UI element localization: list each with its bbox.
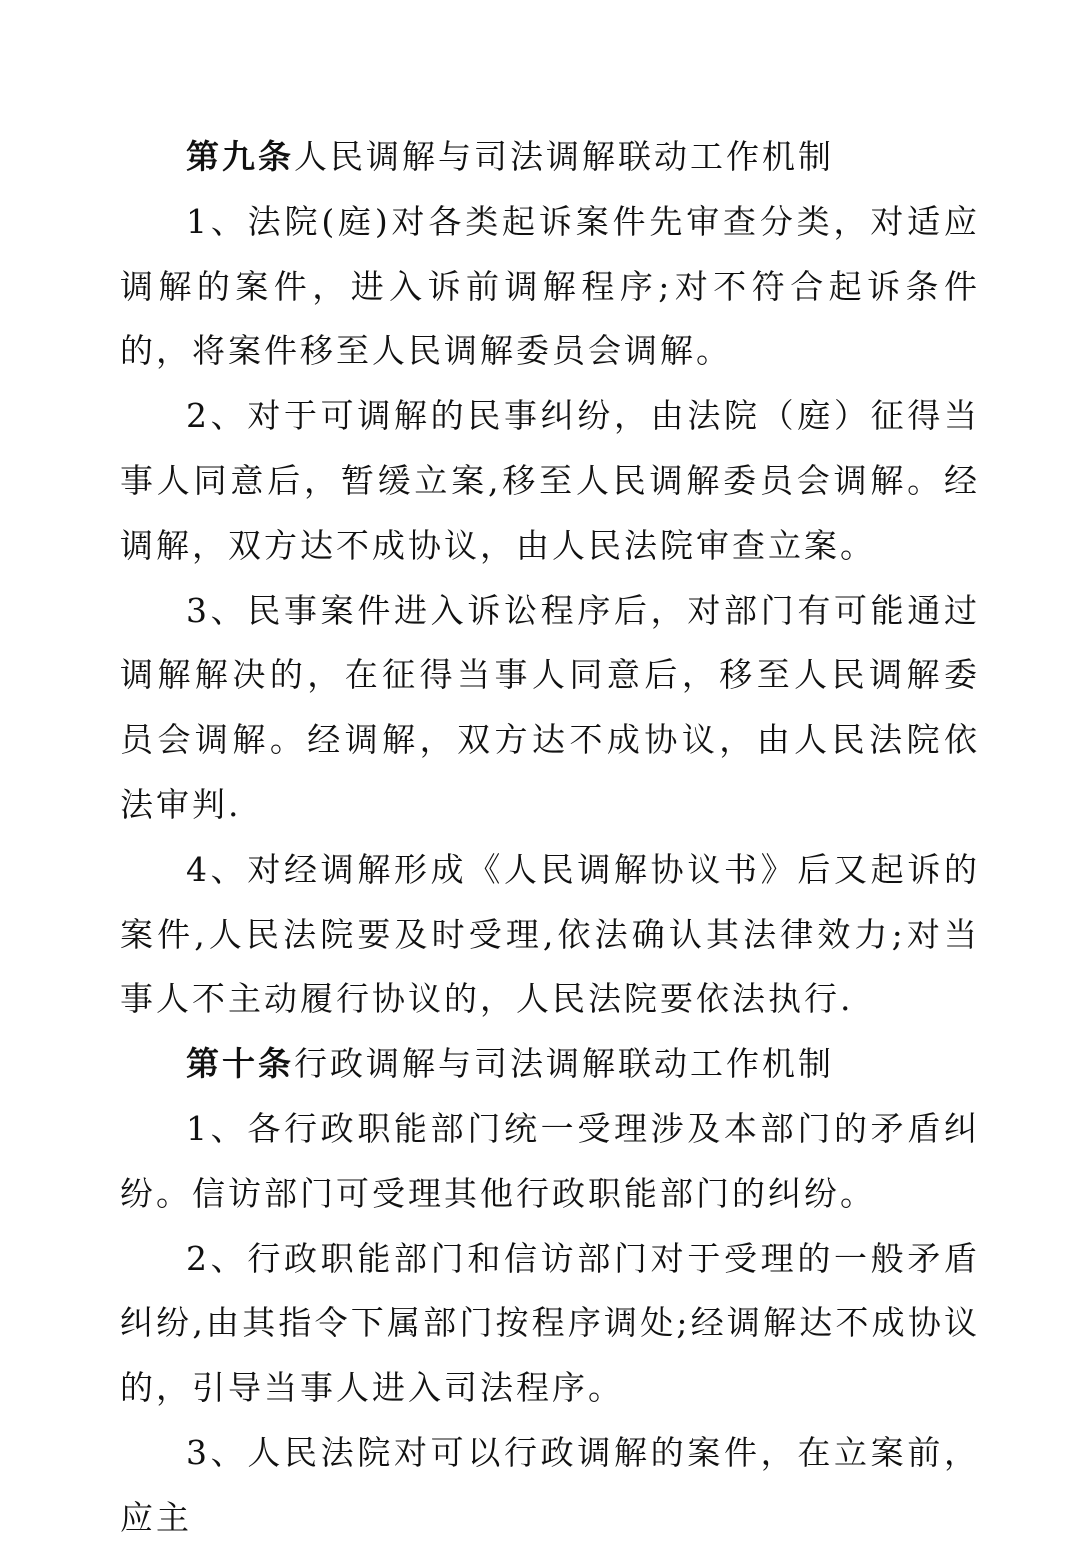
article-10-heading [120,1032,980,1097]
article-10-label: 第十条 [186,1044,294,1084]
article-10-paragraph-3: 3、人民法院对可以行政调解的案件，在立案前，应主 [120,1432,980,1537]
article-10-paragraph-2: 2、行政职能部门和信访部门对于受理的一般矛盾纠纷,由其指令下属部门按程序调处;经调解达不成协议的，引导当事人进入司法程序。 [120,1238,980,1408]
article-10-paragraph-1: 1、各行政职能部门统一受理涉及本部门的矛盾纠纷。信访部门可受理其他行政职能部门的纠纷。 [120,1108,980,1213]
article-9-paragraph-1: 1、法院(庭)对各类起诉案件先审查分类，对适应调解的案件，进入诉前调解程序;对不符合起诉条件的，将案件移至人民调解委员会调解。 [120,201,980,371]
article-9-paragraph-2: 2、对于可调解的民事纠纷，由法院（庭）征得当事人同意后，暂缓立案,移至人民调解委员会调解。经调解，双方达不成协议，由人民法院审查立案。 [120,396,980,565]
article-10-title: 行政调解与司法调解联动工作机制 [294,1044,834,1084]
article-9-paragraph-4: 4、对经调解形成《人民调解协议书》后又起诉的案件,人民法院要及时受理,依法确认其法律效力;对当事人不主动履行协议的，人民法院要依法执行. [120,849,980,1019]
article-9-label: 第九条 [186,137,294,176]
article-9-paragraph-3: 3、民事案件进入诉讼程序后，对部门有可能通过调解解决的，在征得当事人同意后，移至人民调解委员会调解。经调解，双方达不成协议，由人民法院依法审判. [120,590,980,824]
article-9-title: 人民调解与司法调解联动工作机制 [294,137,834,176]
document-body [120,125,980,1551]
article-9-heading [120,125,980,190]
